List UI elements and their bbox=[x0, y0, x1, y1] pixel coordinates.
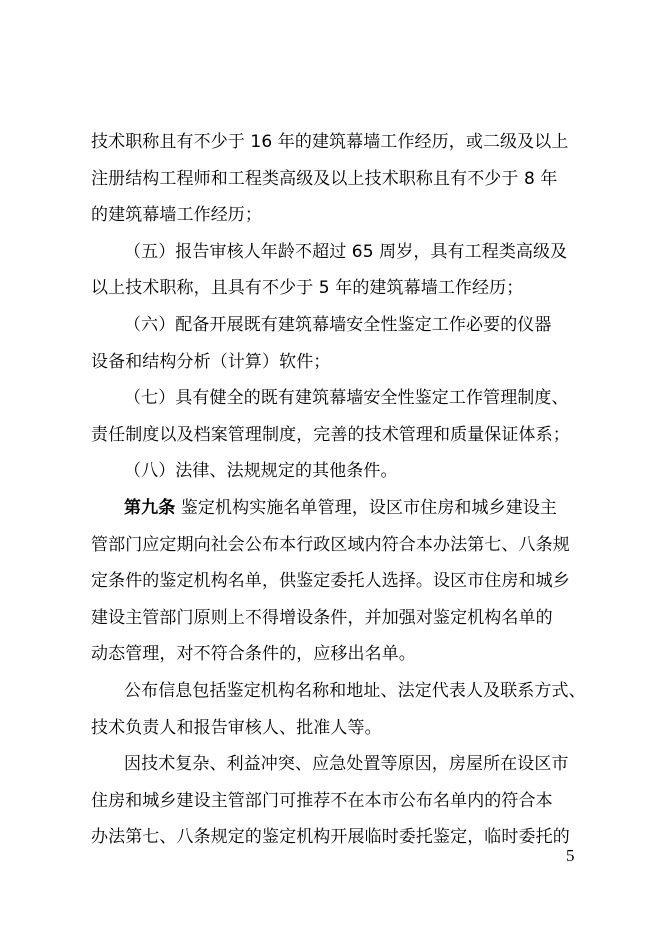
text-line: 住房和城乡建设主管部门可推荐不在本市公布名单内的符合本 bbox=[91, 790, 553, 811]
text-line: 办法第七、八条规定的鉴定机构开展临时委托鉴定，临时委托的 bbox=[91, 827, 570, 848]
text-line: 定条件的鉴定机构名单，供鉴定委托人选择。设区市住房和城乡 bbox=[91, 571, 570, 592]
page-number: 5 bbox=[566, 846, 575, 865]
text-line: 设备和结构分析（计算）软件； bbox=[91, 351, 331, 372]
body-text bbox=[91, 124, 586, 856]
text-line: 动态管理，对不符合条件的，应移出名单。 bbox=[91, 644, 416, 665]
text-line: 技术负责人和报告审核人、批准人等。 bbox=[91, 717, 382, 738]
text-line: 因技术复杂、利益冲突、应急处置等原因，房屋所在设区市 bbox=[124, 754, 569, 775]
text-line: 技术职称且有不少于 16 年的建筑幕墙工作经历，或二级及以上 bbox=[91, 132, 569, 152]
text-line: （七）具有健全的既有建筑幕墙安全性鉴定工作管理制度、 bbox=[124, 388, 569, 409]
article-text: 鉴定机构实施名单管理，设区市住房和城乡建设主 bbox=[180, 497, 558, 518]
text-line: 责任制度以及档案管理制度，完善的技术管理和质量保证体系； bbox=[91, 424, 570, 445]
article-heading-line bbox=[91, 490, 575, 527]
text-line: 建设主管部门原则上不得增设条件，并加强对鉴定机构名单的 bbox=[91, 607, 553, 628]
text-line: 注册结构工程师和工程类高级及以上技术职称且有不少于 8 年 bbox=[91, 168, 558, 189]
text-line: 公布信息包括鉴定机构名称和地址、法定代表人及联系方式、 bbox=[124, 680, 586, 701]
text-line: 以上技术职称，且具有不少于 5 年的建筑幕墙工作经历； bbox=[91, 278, 524, 299]
text-line: 管部门应定期向社会公布本行政区域内符合本办法第七、八条规 bbox=[91, 534, 570, 555]
text-line: 的建筑幕墙工作经历； bbox=[91, 205, 262, 226]
text-line: （五）报告审核人年龄不超过 65 周岁，具有工程类高级及 bbox=[124, 241, 568, 262]
article-number: 第九条 bbox=[124, 497, 176, 518]
text-line: （六）配备开展既有建筑幕墙安全性鉴定工作必要的仪器 bbox=[124, 314, 552, 335]
text-line: （八）法律、法规规定的其他条件。 bbox=[124, 461, 398, 482]
